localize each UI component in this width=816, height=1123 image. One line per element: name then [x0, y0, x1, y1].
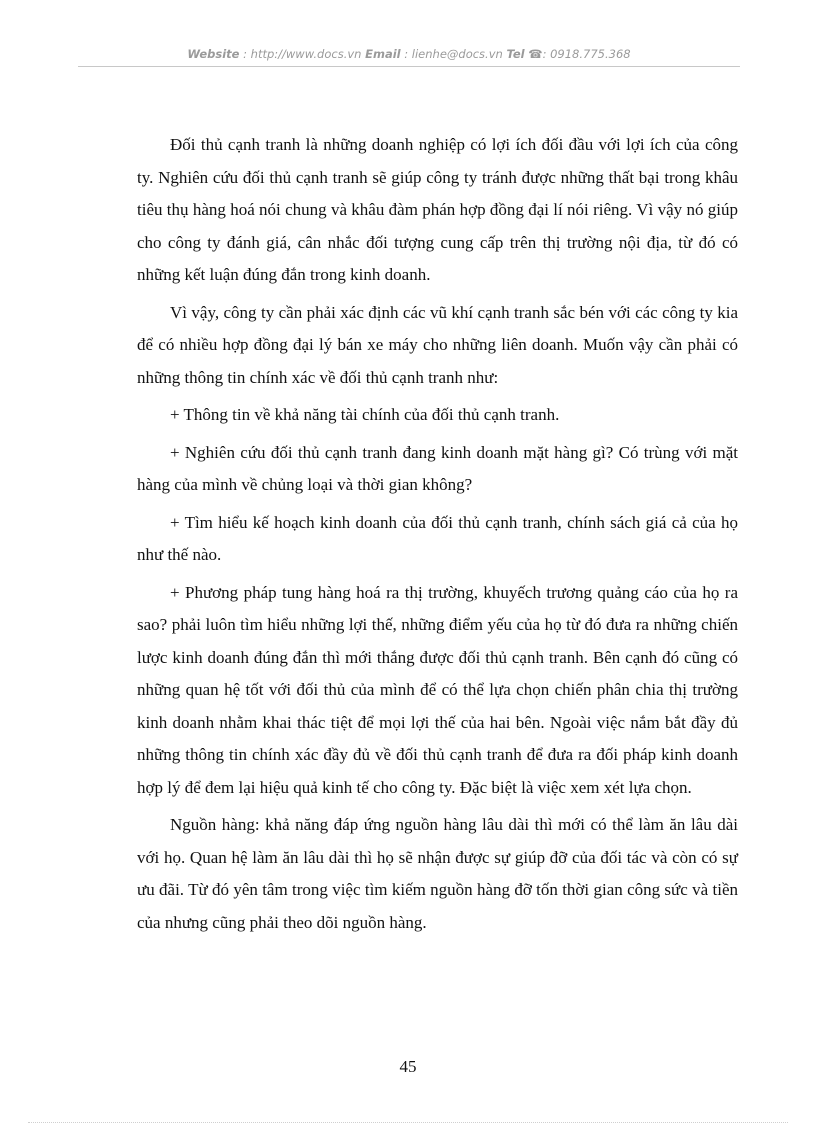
paragraph-5: + Tìm hiểu kế hoạch kinh doanh của đối thủ cạnh tranh, chính sách giá cả của họ như thế nào. [137, 512, 738, 564]
page-number: 45 [399, 1057, 417, 1076]
email-link[interactable]: lienhe@docs.vn [411, 47, 503, 61]
document-body [137, 129, 738, 944]
paragraph-2: Vì vậy, công ty cần phải xác định các vũ khí cạnh tranh sắc bén với các công ty kia để có nhiều hợp đồng đại lý bán xe máy cho những liên doanh. Muốn vậy cần phải có những thông tin chính xác về đối thủ cạnh tranh như: [137, 302, 738, 387]
paragraph-3: + Thông tin về khả năng tài chính của đối thủ cạnh tranh. [170, 405, 560, 424]
paragraph-4: + Nghiên cứu đối thủ cạnh tranh đang kinh doanh mặt hàng gì? Có trùng với mặt hàng của mình về chủng loại và thời gian không? [137, 442, 738, 494]
header-divider [78, 66, 740, 67]
website-label: Website [187, 47, 240, 61]
tel-label: Tel [506, 47, 525, 61]
paragraph-6: + Phương pháp tung hàng hoá ra thị trường, khuyếch trương quảng cáo của họ ra sao? phải luôn tìm hiểu những lợi thế, những điểm yếu của họ từ đó đưa ra những chiến lược kinh doanh đúng đắn thì mới thắng được đối thủ cạnh tranh. Bên cạnh đó cũng có những quan hệ tốt với đối thủ của mình để có thể lựa chọn chiến phân chia thị trường kinh doanh nhằm khai thác tiệt để mọi lợi thế của hai bên. Ngoài việc nắm bắt đầy đủ những thông tin chính xác đầy đủ về đối thủ cạnh tranh để đưa ra đối pháp kinh doanh hợp lý để đem lại hiệu quả kinh tế cho công ty. Đặc biệt là việc xem xét lựa chọn. [137, 582, 738, 797]
page-header: Website : http://www.docs.vn Email : lienhe@docs.vn Tel ☎: 0918.775.368 [187, 47, 631, 61]
phone-icon: ☎ [528, 47, 543, 61]
email-label: Email [365, 47, 401, 61]
website-link[interactable]: http://www.docs.vn [250, 47, 362, 61]
tel-value: 0918.775.368 [550, 47, 631, 61]
paragraph-1: Đối thủ cạnh tranh là những doanh nghiệp có lợi ích đối đầu với lợi ích của công ty. Nghiên cứu đối thủ cạnh tranh sẽ giúp công ty tránh được những thất bại trong khâu tiêu thụ hàng hoá nói chung và khâu đàm phán hợp đồng đại lí nói riêng. Vì vậy nó giúp cho công ty đánh giá, cân nhắc đối tượng cung cấp trên thị trường nội địa, từ đó có những kết luận đúng đắn trong kinh doanh. [137, 135, 738, 284]
paragraph-7: Nguồn hàng: khả năng đáp ứng nguồn hàng lâu dài thì mới có thể làm ăn lâu dài với họ. Quan hệ làm ăn lâu dài thì họ sẽ nhận được sự giúp đỡ của đối tác và còn có sự ưu đãi. Từ đó yên tâm trong việc tìm kiếm nguồn hàng đỡ tốn thời gian công sức và tiền của nhưng cũng phải theo dõi nguồn hàng. [137, 815, 738, 932]
